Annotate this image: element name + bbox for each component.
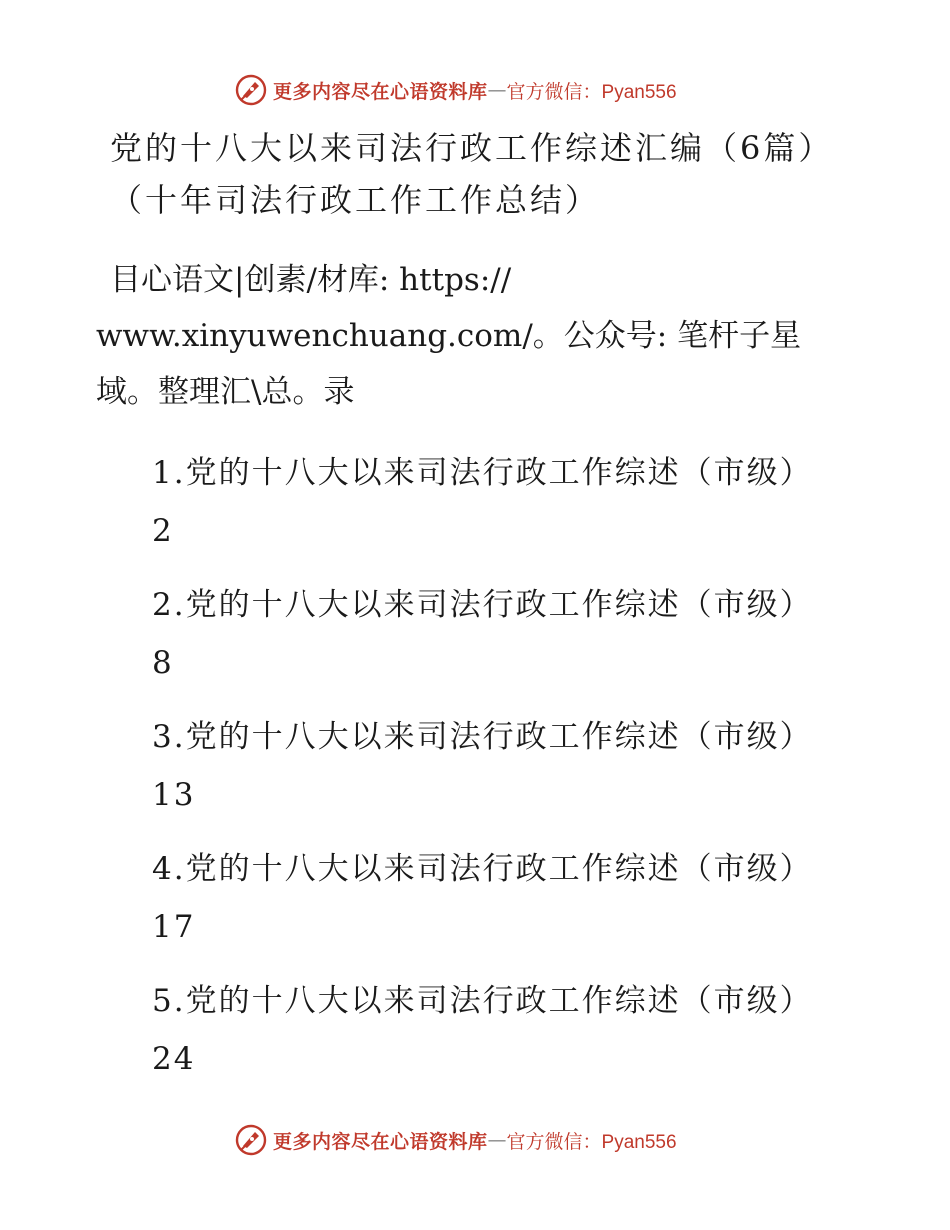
toc-item-label: 3.党的十八大以来司法行政工作综述（市级） [152,719,813,755]
toc-item-label: 2.党的十八大以来司法行政工作综述（市级） [152,587,813,623]
toc-item-page: 13 [152,777,196,813]
toc-item-label: 5.党的十八大以来司法行政工作综述（市级） [152,983,813,1019]
toc-item[interactable] [152,840,852,956]
toc-item-label: 4.党的十八大以来司法行政工作综述（市级） [152,851,813,887]
watermark-text: 更多内容尽在心语资料库 [273,1130,488,1153]
watermark-separator: — [487,1129,507,1151]
watermark-wechat: 官方微信：Pyan556 [506,1131,677,1153]
intro-line-2: www.xinyuwenchuang.com/。公众号: 笔杆子星 [96,318,802,354]
footer-watermark [235,1123,677,1157]
toc-item-label: 1.党的十八大以来司法行政工作综述（市级） [152,455,813,491]
toc-item-page: 2 [152,513,174,549]
toc-item-page: 24 [152,1041,196,1077]
document-title [110,122,930,226]
title-line-1: 党的十八大以来司法行政工作综述汇编（6篇） [110,129,834,167]
intro-line-3: 域。整理汇\总。录 [96,374,355,410]
toc-item[interactable] [152,708,852,824]
table-of-contents [152,444,852,1104]
pen-nib-logo-icon [235,1124,267,1156]
toc-item[interactable] [152,444,852,560]
header-watermark [235,73,677,107]
watermark-text: 更多内容尽在心语资料库 [273,80,488,103]
pen-nib-logo-icon [235,74,267,106]
watermark-wechat: 官方微信：Pyan556 [506,81,677,103]
toc-item[interactable] [152,576,852,692]
toc-item-page: 17 [152,909,196,945]
intro-line-1: 目心语文|创素/材库: https:// [110,262,512,298]
watermark-separator: — [487,79,507,101]
intro-paragraph [96,252,856,420]
toc-item-page: 8 [152,645,174,681]
toc-item[interactable] [152,972,852,1088]
title-line-2: （十年司法行政工作工作总结） [110,181,601,219]
